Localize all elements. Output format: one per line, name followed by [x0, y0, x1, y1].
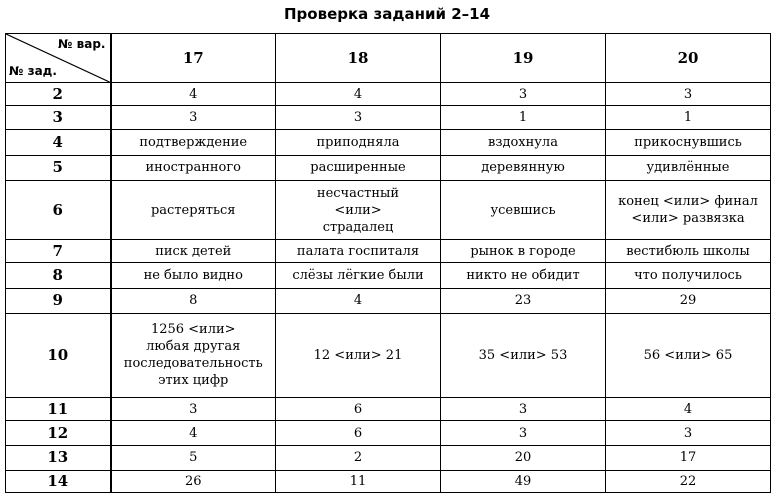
task-number: 2	[6, 83, 111, 106]
table-row	[6, 397, 771, 420]
page-title: Проверка заданий 2–14	[283, 5, 490, 23]
answer-cell: удивлённые	[606, 155, 771, 181]
variant-header: 17	[111, 34, 276, 83]
table-row	[6, 445, 771, 470]
answer-cell: расширенные	[276, 155, 441, 181]
table-row	[6, 289, 771, 314]
answer-cell: 1	[441, 106, 606, 129]
answer-cell: 1256 <или> любая другая последовательность этих цифр	[111, 313, 276, 397]
answer-cell: 26	[111, 470, 276, 492]
answer-cell: не было видно	[111, 263, 276, 289]
answer-cell: палата госпиталя	[276, 239, 441, 262]
answer-cell: 4	[276, 83, 441, 106]
table-row	[6, 263, 771, 289]
corner-task-label: № зад.	[9, 64, 57, 78]
answer-cell: 4	[111, 421, 276, 446]
answer-cell: что получилось	[606, 263, 771, 289]
table-row	[6, 470, 771, 492]
answer-cell: подтверждение	[111, 129, 276, 155]
table-row	[6, 155, 771, 181]
variant-header: 20	[606, 34, 771, 83]
table-row	[6, 239, 771, 262]
task-number: 13	[6, 445, 111, 470]
task-number: 5	[6, 155, 111, 181]
answer-cell: 3	[111, 397, 276, 420]
answer-cell: 49	[441, 470, 606, 492]
answer-cell: прикоснувшись	[606, 129, 771, 155]
task-number: 3	[6, 106, 111, 129]
task-number: 10	[6, 313, 111, 397]
answer-cell: 4	[111, 83, 276, 106]
variant-header: 18	[276, 34, 441, 83]
task-number: 11	[6, 397, 111, 420]
answer-cell: 4	[606, 397, 771, 420]
table-row	[6, 181, 771, 240]
table-row	[6, 313, 771, 397]
answer-cell: 4	[276, 289, 441, 314]
answer-cell: приподняла	[276, 129, 441, 155]
answer-cell: 3	[606, 421, 771, 446]
task-number: 9	[6, 289, 111, 314]
answer-cell: 3	[111, 106, 276, 129]
variant-header: 19	[441, 34, 606, 83]
task-number: 14	[6, 470, 111, 492]
answer-cell: 3	[441, 421, 606, 446]
answer-cell: 20	[441, 445, 606, 470]
answer-cell: 2	[276, 445, 441, 470]
answer-cell: несчастный <или> страдалец	[276, 181, 441, 240]
answer-cell: 56 <или> 65	[606, 313, 771, 397]
answer-cell: никто не обидит	[441, 263, 606, 289]
answer-cell: 3	[441, 83, 606, 106]
answer-cell: усевшись	[441, 181, 606, 240]
task-number: 8	[6, 263, 111, 289]
answer-cell: 6	[276, 421, 441, 446]
answer-cell: 11	[276, 470, 441, 492]
table-row	[6, 129, 771, 155]
table-row	[6, 106, 771, 129]
answer-cell: 12 <или> 21	[276, 313, 441, 397]
answer-cell: 29	[606, 289, 771, 314]
answer-cell: 3	[441, 397, 606, 420]
answer-cell: 8	[111, 289, 276, 314]
answer-cell: вздохнула	[441, 129, 606, 155]
answer-cell: писк детей	[111, 239, 276, 262]
answer-cell: 1	[606, 106, 771, 129]
answer-cell: 22	[606, 470, 771, 492]
corner-cell	[6, 34, 111, 83]
answer-cell: растеряться	[111, 181, 276, 240]
task-number: 4	[6, 129, 111, 155]
task-number: 12	[6, 421, 111, 446]
answer-cell: иностранного	[111, 155, 276, 181]
answer-cell: 35 <или> 53	[441, 313, 606, 397]
answer-cell: 6	[276, 397, 441, 420]
answer-cell: 17	[606, 445, 771, 470]
answer-cell: вестибюль школы	[606, 239, 771, 262]
answer-cell: 23	[441, 289, 606, 314]
answers-table	[5, 33, 771, 493]
table-row	[6, 83, 771, 106]
header-row	[6, 34, 771, 83]
answer-cell: деревянную	[441, 155, 606, 181]
answer-cell: 3	[276, 106, 441, 129]
table-row	[6, 421, 771, 446]
answer-cell: слёзы лёгкие были	[276, 263, 441, 289]
task-number: 7	[6, 239, 111, 262]
task-number: 6	[6, 181, 111, 240]
answer-cell: 3	[606, 83, 771, 106]
answer-cell: рынок в городе	[441, 239, 606, 262]
answer-cell: 5	[111, 445, 276, 470]
corner-variant-label: № вар.	[58, 37, 106, 51]
answer-cell: конец <или> финал <или> развязка	[606, 181, 771, 240]
